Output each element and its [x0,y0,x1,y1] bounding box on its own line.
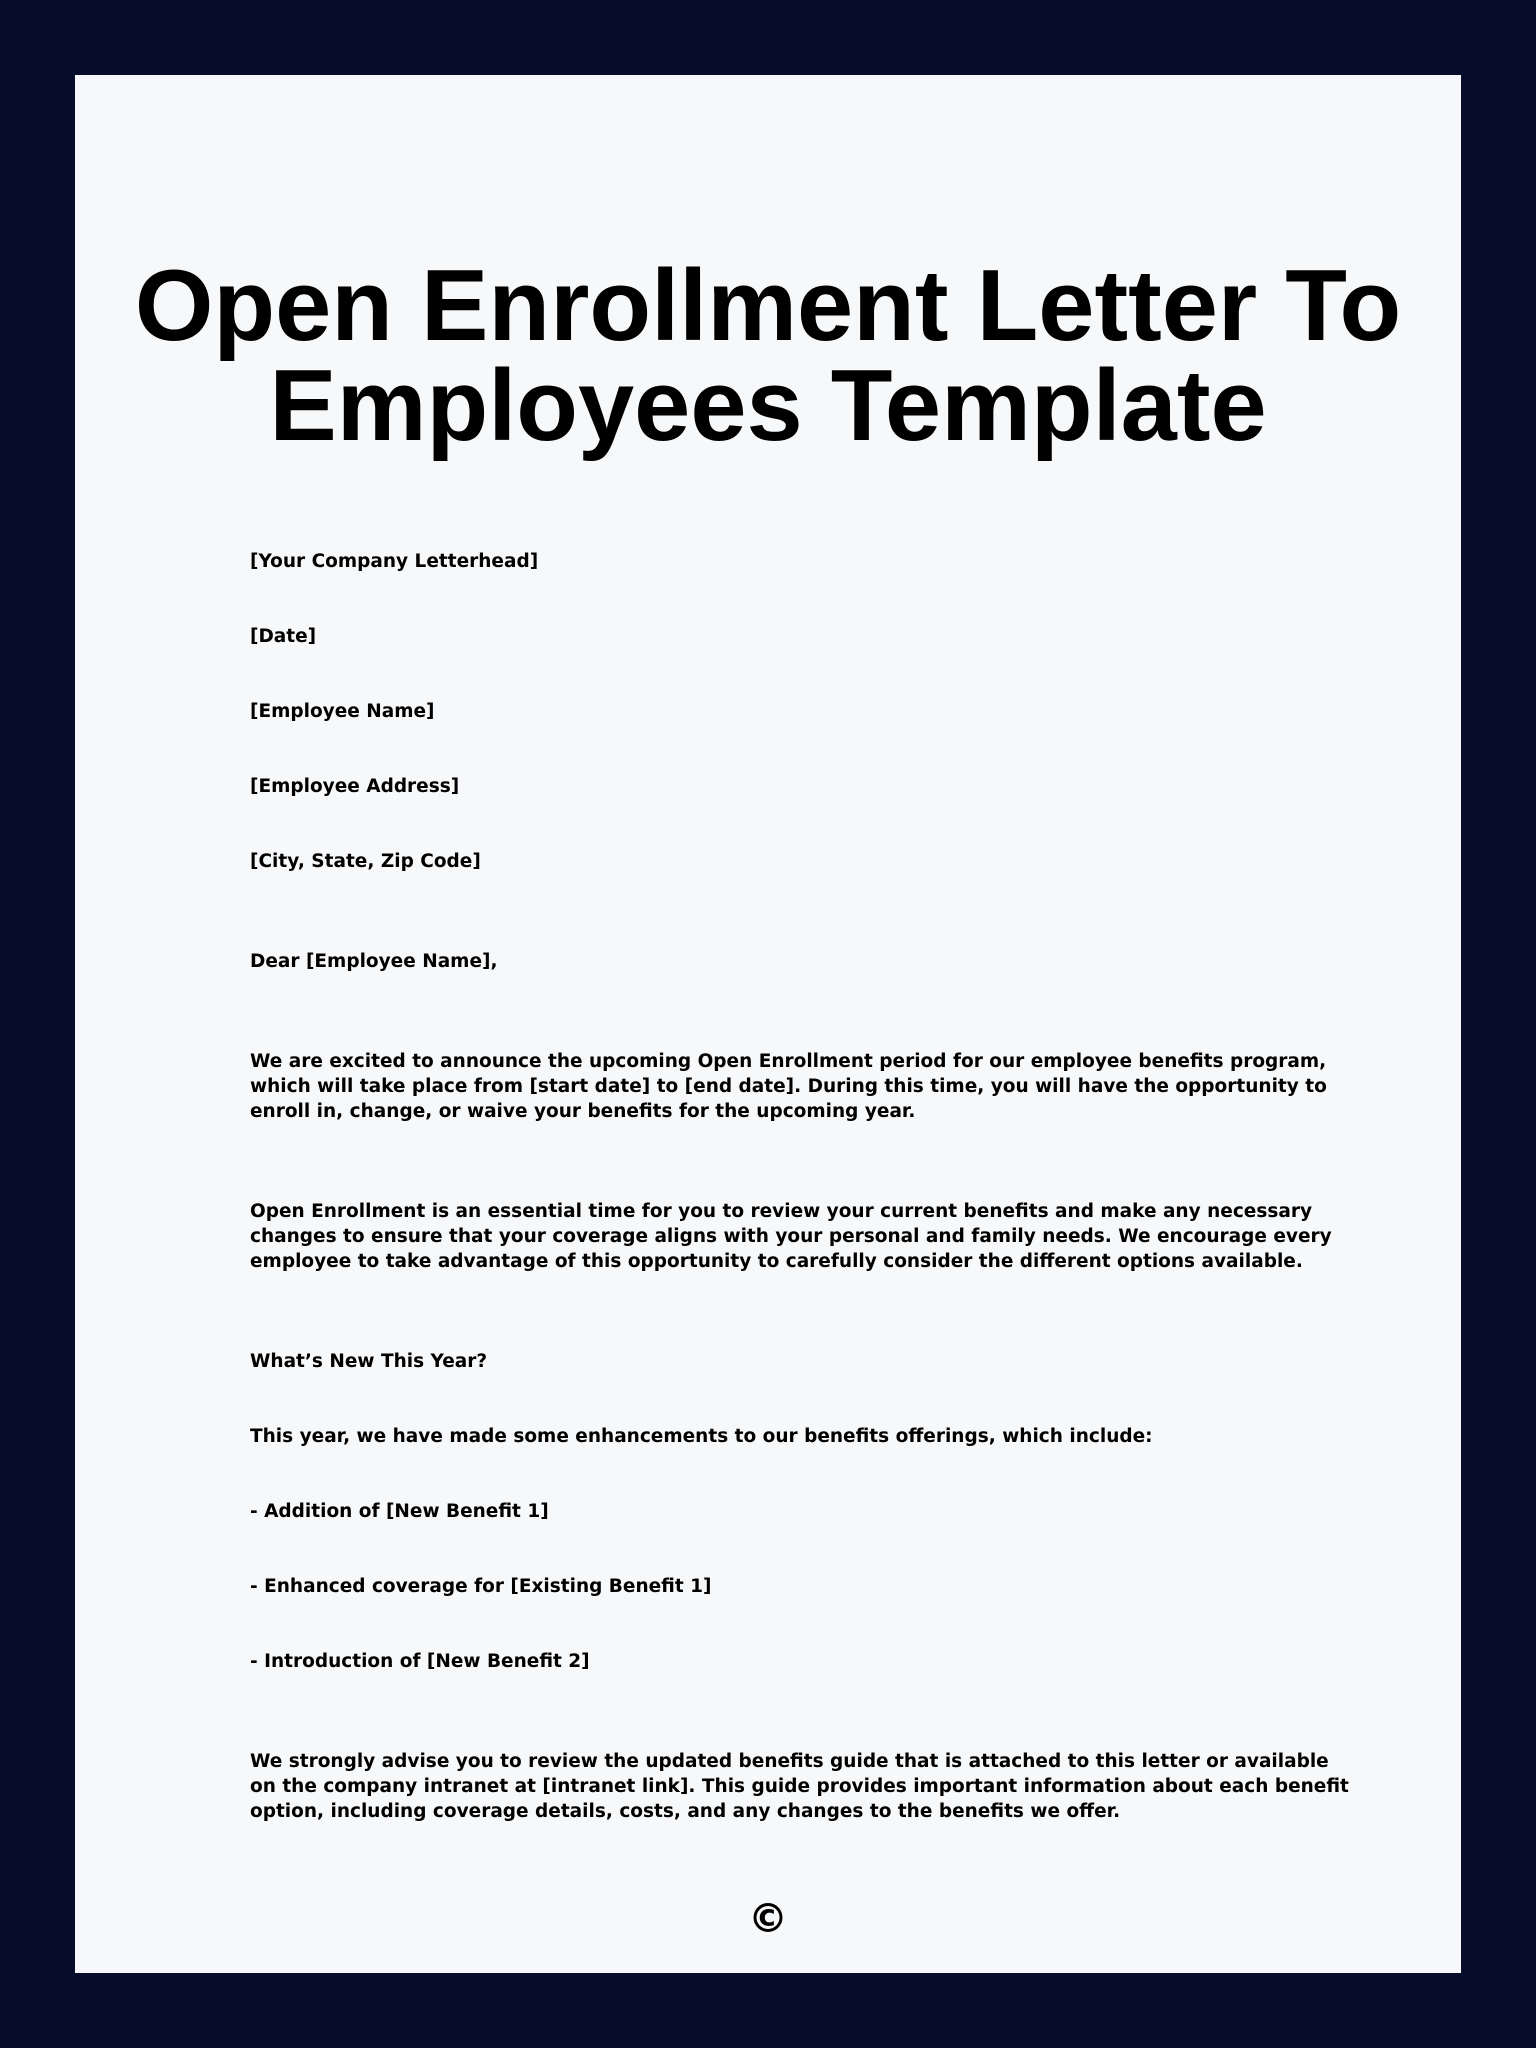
list-item: - Addition of [New Benefit 1] [250,1501,549,1522]
section-heading: What’s New This Year? [250,1351,488,1372]
list-item: - Introduction of [New Benefit 2] [250,1651,590,1672]
salutation: Dear [Employee Name], [250,951,498,972]
company-letterhead: [Your Company Letterhead] [250,551,539,572]
guide-paragraph: We strongly advise you to review the updated benefits guide that is attached to this letter or available on the company intranet at [intranet link]. This guide provides important information about each benefit option, including coverage details, costs, and any changes to the benefits we offer. [250,1751,1349,1822]
employee-name: [Employee Name] [250,701,435,722]
copyright-icon: © [748,1896,788,1942]
city-state-zip: [City, State, Zip Code] [250,851,481,872]
enhancements-intro: This year, we have made some enhancements to our benefits offerings, which include: [250,1426,1153,1447]
purpose-paragraph: Open Enrollment is an essential time for you to review your current benefits and make any necessary changes to ensure that your coverage aligns with your personal and family needs. We encourage every employee to take advantage of this opportunity to carefully consider the different options available. [250,1201,1332,1272]
document-title: Open Enrollment Letter To Employees Template [134,250,1402,462]
letter-date: [Date] [250,626,317,647]
list-item: - Enhanced coverage for [Existing Benefit 1] [250,1576,712,1597]
intro-paragraph: We are excited to announce the upcoming Open Enrollment period for our employee benefits program, which will take place from [start date] to [end date]. During this time, you will have the opportunity to enroll in, change, or waive your benefits for the upcoming year. [250,1051,1327,1122]
document-page [75,75,1461,1973]
employee-address: [Employee Address] [250,776,460,797]
